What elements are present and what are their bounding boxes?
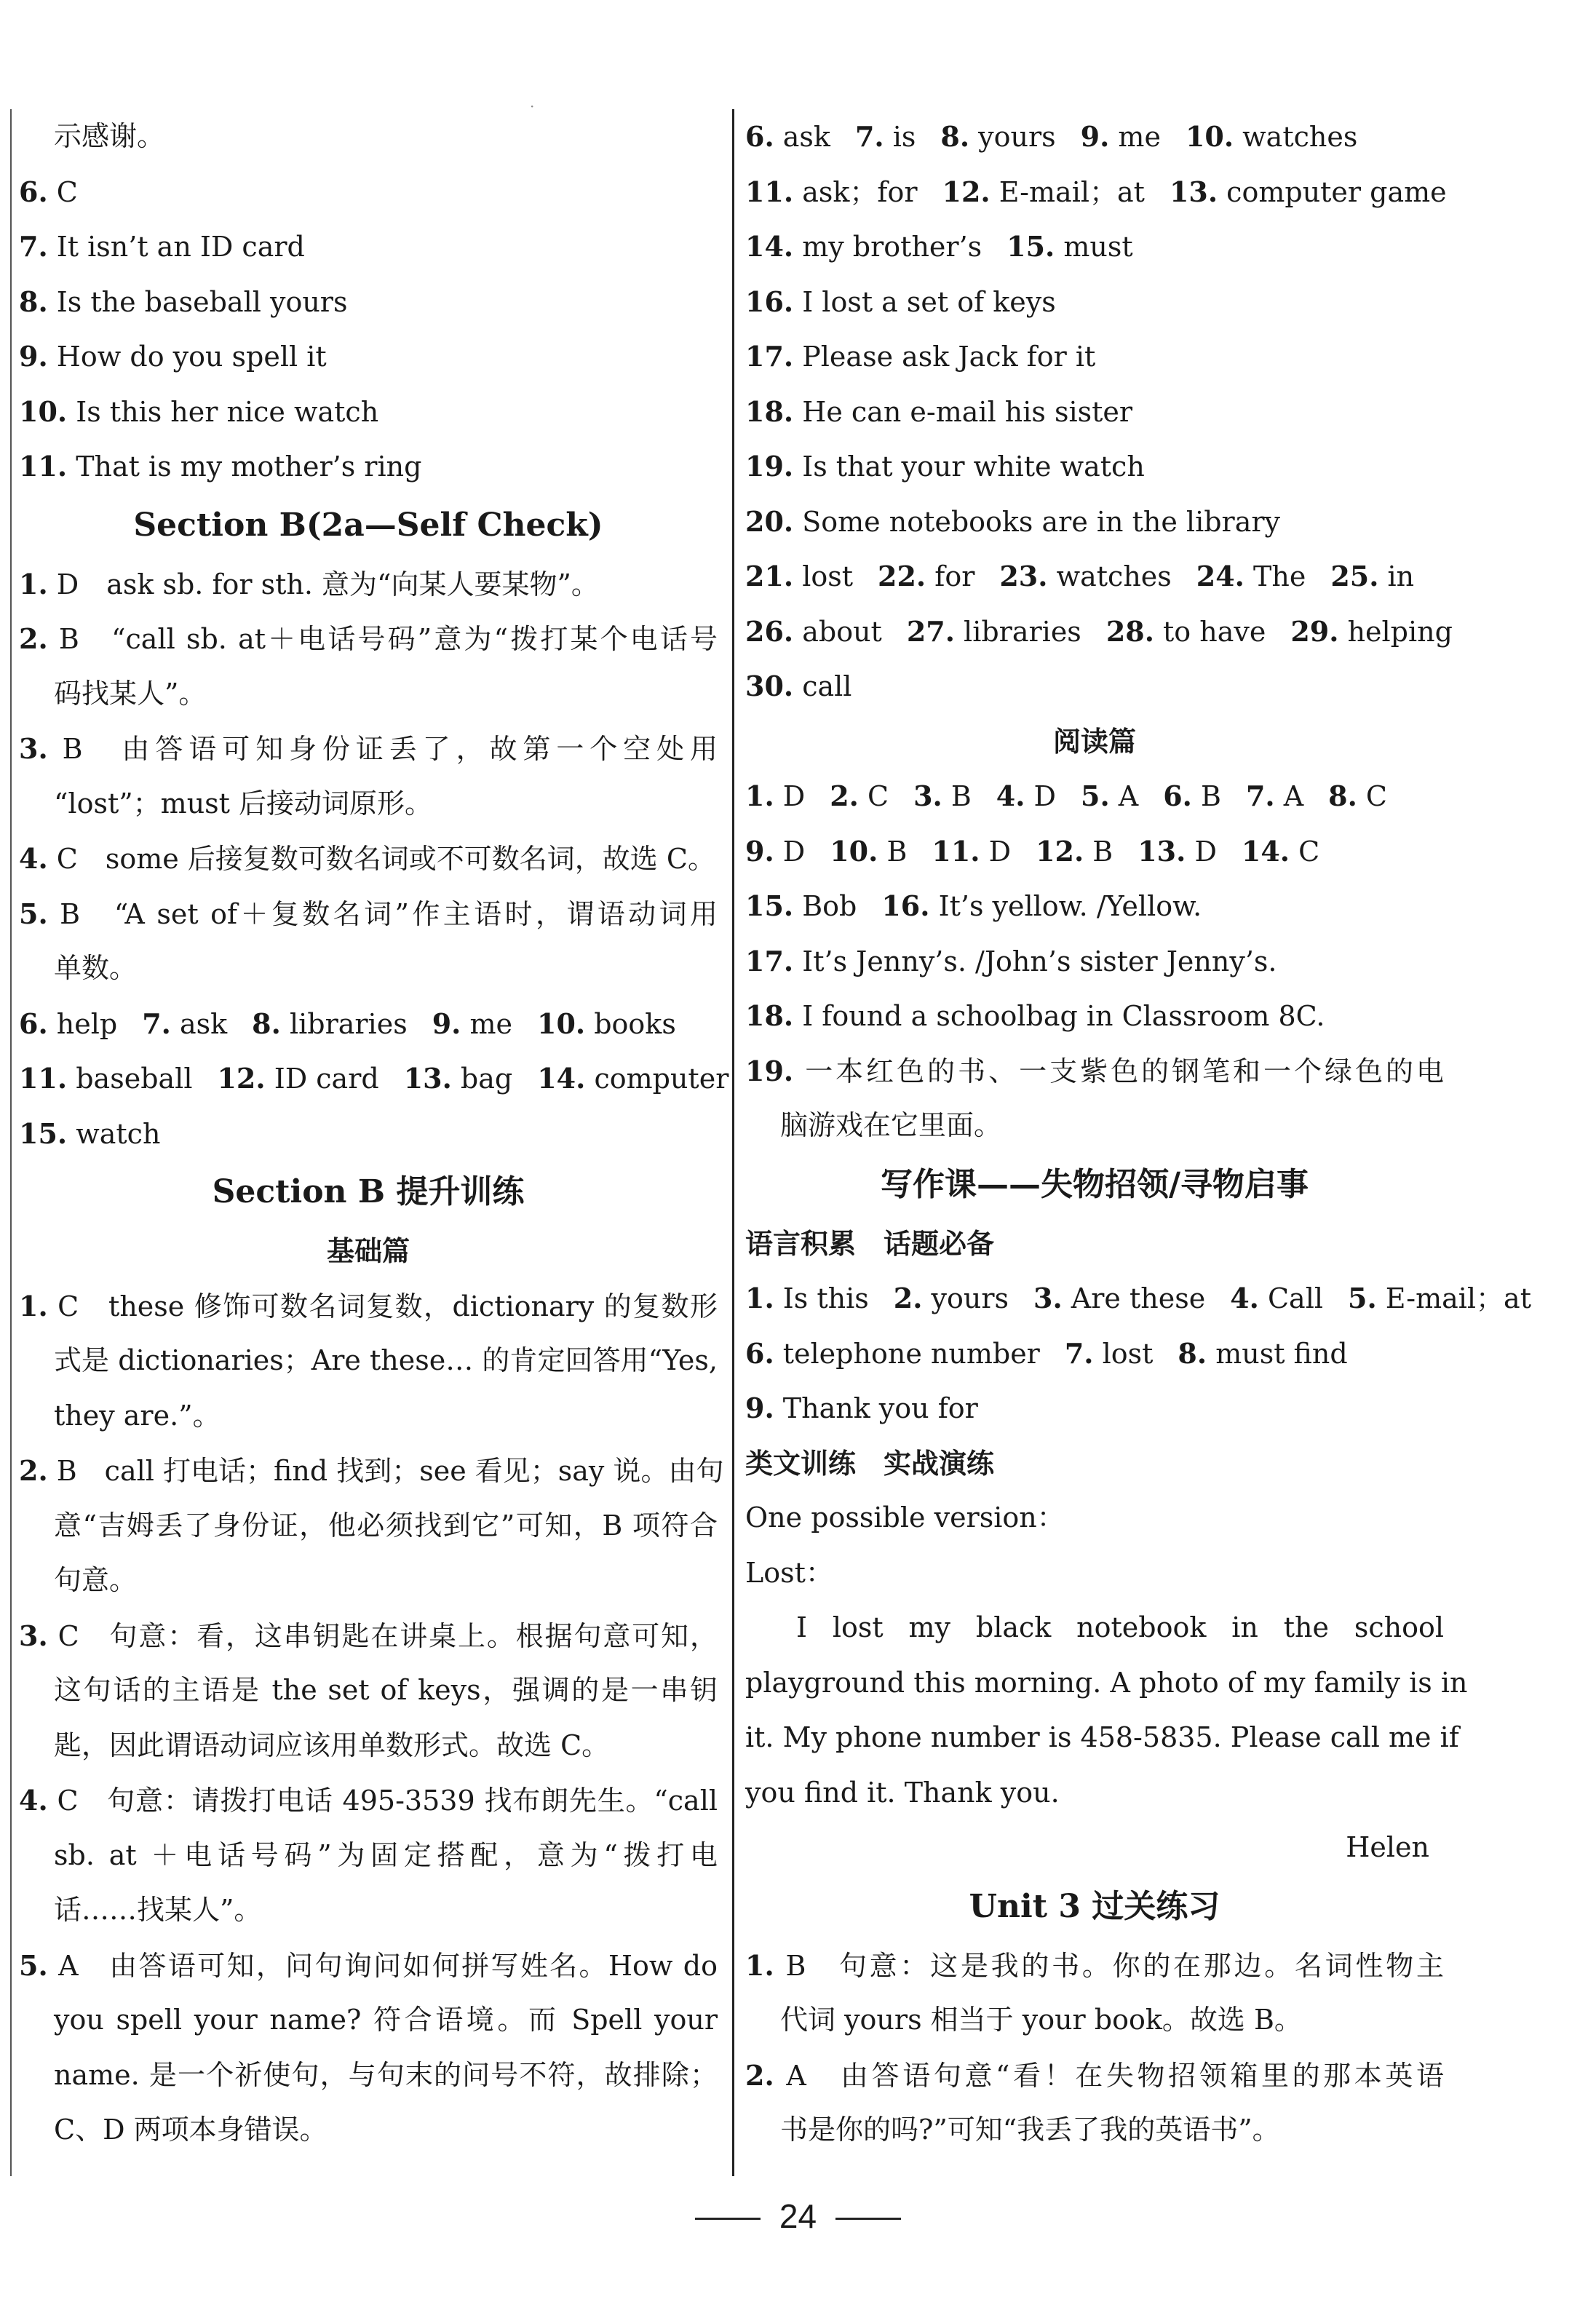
item-number: 11. xyxy=(932,834,980,868)
answer-line xyxy=(745,1326,1444,1381)
line-text: A 由答语句意“看！在失物招领箱里的那本英语 xyxy=(774,2059,1444,2092)
item-number: 1. xyxy=(745,779,774,812)
item-number: 7. xyxy=(19,230,48,263)
item-answer: watches xyxy=(1056,560,1172,592)
item-answer: watches xyxy=(1242,121,1358,153)
answer-line xyxy=(745,549,1444,604)
item-answer: baseball xyxy=(76,1063,193,1095)
answer-line xyxy=(19,996,718,1052)
answer-line xyxy=(19,831,718,886)
item-number: 1. xyxy=(19,567,48,600)
line-text: One possible version： xyxy=(745,1501,1065,1534)
answer-line xyxy=(745,1381,1444,1436)
line-text: C 句意：看，这串钥匙在讲桌上。根据句意可知， xyxy=(47,1619,718,1652)
answer-line xyxy=(19,164,718,220)
item-answer: in xyxy=(1387,560,1415,592)
item-answer: C xyxy=(1365,780,1387,812)
section-heading: Section B 提升训练 xyxy=(212,1173,525,1210)
item-number: 8. xyxy=(940,120,970,153)
line-text: Helen xyxy=(1346,1831,1429,1863)
line-text: 代词 yours 相当于 your book。故选 B。 xyxy=(780,2004,1302,2036)
line-text: C 句意：请拨打电话 495-3539 找布朗先生。“call xyxy=(47,1785,718,1817)
item-answer: libraries xyxy=(964,615,1081,648)
line-text: I lost my black notebook in the school xyxy=(796,1611,1444,1643)
line-text: 示感谢。 xyxy=(54,120,165,152)
left-column xyxy=(19,109,729,2158)
item-number: 1. xyxy=(745,1282,774,1314)
item-number: 28. xyxy=(1105,614,1154,648)
item-answer: ask xyxy=(782,121,830,153)
item-number: 7. xyxy=(142,1007,171,1040)
item-answer: must xyxy=(1063,231,1133,263)
item-number: 16. xyxy=(745,285,794,318)
answer-line xyxy=(19,1773,718,1828)
answer-line xyxy=(745,1938,1444,1993)
line-text: B “A set of＋复数名词”作主语时，谓语动词用 xyxy=(47,897,718,930)
answer-line xyxy=(19,384,718,440)
answer-line xyxy=(19,886,718,942)
item-answer: computer xyxy=(594,1063,729,1095)
answer-line xyxy=(19,1663,718,1718)
answer-line xyxy=(19,1106,718,1162)
answer-line xyxy=(19,1553,718,1608)
line-text: C these 修饰可数名词复数，dictionary 的复数形 xyxy=(47,1290,718,1322)
line-text: call xyxy=(793,670,852,702)
line-text: D ask sb. for sth. 意为“向某人要某物”。 xyxy=(47,568,599,600)
item-answer: lost xyxy=(802,560,854,592)
answer-line xyxy=(745,1044,1444,1099)
section-heading: Section B(2a—Self Check) xyxy=(133,506,603,544)
answer-line xyxy=(745,1820,1444,1876)
item-number: 9. xyxy=(19,340,48,373)
item-number: 4. xyxy=(19,1784,48,1817)
line-text: 一本红色的书、一支紫色的钢笔和一个绿色的电 xyxy=(793,1055,1444,1087)
line-text: It isn’t an ID card xyxy=(47,231,305,263)
answer-line xyxy=(19,1499,718,1554)
answer-line xyxy=(745,1271,1531,1326)
item-number: 16. xyxy=(881,889,930,922)
item-answer: The xyxy=(1253,560,1306,592)
line-text: playground this morning. A photo of my family is in xyxy=(745,1666,1468,1699)
line-text: 码找某人”。 xyxy=(54,677,207,710)
answer-line xyxy=(19,1828,718,1884)
line-text: Is the baseball yours xyxy=(47,285,348,318)
section-heading: 阅读篇 xyxy=(1052,724,1136,758)
line-text: 意“吉姆丢了身份证，他必须找到它”可知，B 项符合 xyxy=(54,1509,718,1542)
item-number: 2. xyxy=(893,1282,923,1314)
item-number: 6. xyxy=(745,1336,774,1370)
line-text: B 由答语可知身份证丢了，故第一个空处用 xyxy=(47,733,718,765)
item-answer: bag xyxy=(460,1063,513,1095)
item-number: 22. xyxy=(878,560,926,592)
item-answer: B xyxy=(950,780,972,812)
item-number: 15. xyxy=(745,889,794,922)
item-answer: my brother’s xyxy=(802,231,982,263)
right-column xyxy=(745,109,1531,2158)
footer-dash-left xyxy=(695,2218,761,2220)
answer-line xyxy=(745,1491,1444,1546)
item-answer: for xyxy=(934,560,975,592)
answer-line xyxy=(745,2048,1444,2103)
item-answer: A xyxy=(1118,780,1139,812)
item-number: 11. xyxy=(19,1062,68,1095)
line-text: you spell your name? 符合语境。而 Spell your xyxy=(54,2004,718,2036)
answer-line xyxy=(19,439,718,494)
item-number: 14. xyxy=(537,1062,586,1095)
item-number: 29. xyxy=(1290,614,1339,648)
item-number: 9. xyxy=(432,1007,461,1040)
item-number: 13. xyxy=(1169,175,1218,208)
item-number: 13. xyxy=(1138,834,1186,868)
answer-line xyxy=(19,1718,718,1774)
line-text: B call 打电话；find 找到；see 看见；say 说。由句 xyxy=(47,1455,724,1487)
item-number: 14. xyxy=(1241,834,1290,868)
item-answer: Are these xyxy=(1071,1282,1206,1314)
item-answer: D xyxy=(782,780,806,812)
answer-line xyxy=(19,1279,718,1334)
item-number: 27. xyxy=(906,614,955,648)
footer-dash-right xyxy=(835,2218,901,2220)
answer-line xyxy=(19,777,718,832)
item-answer: about xyxy=(802,615,882,648)
answer-line xyxy=(19,109,718,164)
item-answer: books xyxy=(594,1007,676,1040)
line-text: 句意。 xyxy=(54,1564,138,1596)
page-footer xyxy=(0,2194,1596,2238)
line-text: C some 后接复数可数名词或不可数名词，故选 C。 xyxy=(47,843,715,875)
line-text: watch xyxy=(67,1117,161,1150)
item-number: 19. xyxy=(745,450,794,483)
item-answer: ask xyxy=(179,1007,228,1040)
answer-line xyxy=(19,274,718,330)
answer-line xyxy=(19,1051,729,1106)
answer-line xyxy=(19,611,718,667)
item-number: 9. xyxy=(745,834,774,868)
item-number: 12. xyxy=(1036,834,1084,868)
section-heading: 写作课——失物招领/寻物启事 xyxy=(880,1165,1309,1203)
answer-line xyxy=(19,721,718,777)
line-text: “lost”；must 后接动词原形。 xyxy=(54,787,433,820)
item-number: 2. xyxy=(830,779,859,812)
item-answer: Call xyxy=(1267,1282,1324,1314)
line-text: you find it. Thank you. xyxy=(745,1776,1060,1809)
answer-line xyxy=(745,2103,1444,2158)
answer-line xyxy=(19,1993,718,2048)
line-text: 匙，因此谓语动词应该用单数形式。故选 C。 xyxy=(54,1729,610,1761)
line-text: sb. at ＋电话号码”为固定搭配，意为“拨打电 xyxy=(54,1838,718,1871)
item-number: 6. xyxy=(19,175,48,208)
item-number: 14. xyxy=(745,230,794,263)
item-answer: yours xyxy=(931,1282,1009,1314)
item-number: 1. xyxy=(19,1289,48,1322)
answer-line xyxy=(19,329,718,384)
item-answer: to have xyxy=(1163,615,1266,648)
item-answer: D xyxy=(782,835,806,868)
item-number: 3. xyxy=(19,732,48,765)
item-answer: telephone number xyxy=(782,1337,1040,1370)
item-answer: me xyxy=(469,1007,512,1040)
item-answer: ID card xyxy=(274,1063,379,1095)
line-text: C、D 两项本身错误。 xyxy=(54,2114,327,2146)
item-answer: B xyxy=(1092,835,1113,868)
answer-line xyxy=(19,667,718,722)
answer-line xyxy=(745,494,1444,549)
line-text: they are.”。 xyxy=(54,1399,221,1432)
page-number: 24 xyxy=(779,2197,817,2235)
line-text: Some notebooks are in the library xyxy=(793,505,1281,538)
item-number: 11. xyxy=(745,175,794,208)
answer-line xyxy=(19,941,718,996)
item-number: 13. xyxy=(403,1062,452,1095)
line-text: Thank you for xyxy=(774,1392,978,1424)
answer-line xyxy=(745,769,1444,824)
answer-line xyxy=(19,1443,724,1499)
item-answer: C xyxy=(868,780,889,812)
item-answer: computer game xyxy=(1226,175,1447,208)
answer-line xyxy=(745,384,1444,440)
answer-line xyxy=(19,557,718,612)
answer-line xyxy=(745,988,1444,1044)
item-number: 7. xyxy=(854,120,884,153)
item-answer: B xyxy=(1201,780,1221,812)
item-number: 7. xyxy=(1064,1336,1094,1370)
item-number: 2. xyxy=(19,1454,48,1487)
line-text: He can e-mail his sister xyxy=(793,395,1133,428)
answer-line xyxy=(745,824,1444,879)
answer-line xyxy=(19,1389,718,1444)
section-heading: 语言积累 话题必备 xyxy=(745,1226,995,1260)
item-number: 3. xyxy=(1033,1282,1063,1314)
item-number: 8. xyxy=(19,285,48,318)
answer-line xyxy=(745,1656,1468,1711)
item-number: 10. xyxy=(537,1007,586,1040)
item-number: 6. xyxy=(19,1007,48,1040)
item-answer: lost xyxy=(1102,1337,1154,1370)
line-text: it. My phone number is 458-5835. Please call me if xyxy=(745,1721,1459,1753)
item-answer: D xyxy=(1194,835,1217,868)
item-answer: A xyxy=(1283,780,1304,812)
item-number: 25. xyxy=(1330,560,1379,592)
line-text: 书是你的吗?”可知“我丢了我的英语书”。 xyxy=(780,2114,1280,2146)
item-number: 21. xyxy=(745,560,794,592)
answer-line xyxy=(745,1546,1444,1601)
answer-line xyxy=(19,1333,718,1389)
answer-line xyxy=(745,1766,1444,1821)
answer-line xyxy=(745,329,1444,384)
header-dot: · xyxy=(530,98,535,115)
item-answer: ask；for xyxy=(802,175,918,208)
line-text: 脑游戏在它里面。 xyxy=(780,1109,1002,1141)
answer-line xyxy=(745,1710,1459,1766)
answer-line xyxy=(745,109,1444,164)
item-number: 7. xyxy=(1245,779,1275,812)
item-number: 11. xyxy=(19,450,68,483)
column-divider xyxy=(732,109,734,2176)
item-number: 10. xyxy=(830,834,878,868)
line-text: That is my mother’s ring xyxy=(67,451,422,483)
line-text: I lost a set of keys xyxy=(793,285,1056,318)
answer-line xyxy=(745,934,1444,989)
item-number: 3. xyxy=(913,779,942,812)
item-answer: E-mail；at xyxy=(1385,1282,1531,1314)
line-text: Is this her nice watch xyxy=(67,395,379,428)
item-number: 5. xyxy=(19,897,48,930)
item-number: 30. xyxy=(745,670,794,702)
line-text: Lost： xyxy=(745,1556,833,1589)
item-number: 5. xyxy=(1348,1282,1377,1314)
line-text: 话……找某人”。 xyxy=(54,1894,262,1926)
item-number: 5. xyxy=(19,1948,48,1982)
item-number: 10. xyxy=(19,394,68,428)
item-number: 9. xyxy=(745,1392,774,1424)
line-text: B 句意：这是我的书。你的在那边。名词性物主 xyxy=(774,1949,1444,1982)
item-number: 8. xyxy=(1178,1336,1207,1370)
section-heading: Unit 3 过关练习 xyxy=(969,1887,1220,1925)
item-number: 23. xyxy=(999,560,1048,592)
answer-line xyxy=(745,274,1444,330)
line-text: I found a schoolbag in Classroom 8C. xyxy=(793,1000,1325,1032)
line-text: How do you spell it xyxy=(47,341,327,373)
answer-line xyxy=(745,439,1444,494)
item-number: 10. xyxy=(1185,120,1234,153)
item-number: 20. xyxy=(745,504,794,538)
item-answer: It’s yellow. /Yellow. xyxy=(938,890,1202,922)
line-text: It’s Jenny’s. /John’s sister Jenny’s. xyxy=(793,945,1277,977)
item-number: 15. xyxy=(19,1116,68,1150)
item-answer: libraries xyxy=(289,1007,408,1040)
item-number: 8. xyxy=(1328,779,1357,812)
item-number: 1. xyxy=(745,1948,774,1982)
item-answer: C xyxy=(1298,835,1320,868)
item-number: 4. xyxy=(996,779,1025,812)
answer-line xyxy=(745,1600,1444,1656)
item-answer: me xyxy=(1118,121,1161,153)
item-number: 24. xyxy=(1196,560,1244,592)
item-number: 5. xyxy=(1081,779,1110,812)
item-answer: B xyxy=(886,835,908,868)
item-answer: E-mail；at xyxy=(999,175,1145,208)
item-number: 4. xyxy=(19,842,48,875)
answer-line xyxy=(745,1098,1444,1154)
answer-line xyxy=(19,1938,718,1993)
answer-line xyxy=(19,2048,718,2103)
line-text: A 由答语可知，问句询问如何拼写姓名。How do xyxy=(47,1949,718,1982)
answer-line xyxy=(19,1608,718,1664)
item-number: 4. xyxy=(1230,1282,1259,1314)
item-answer: helping xyxy=(1347,615,1453,648)
item-answer: is xyxy=(892,121,916,153)
item-answer: must find xyxy=(1215,1337,1348,1370)
item-number: 12. xyxy=(217,1062,266,1095)
line-text: name. 是一个祈使句，与句末的问号不符，故排除； xyxy=(54,2058,718,2091)
item-number: 17. xyxy=(745,944,794,977)
item-answer: D xyxy=(988,835,1012,868)
item-number: 18. xyxy=(745,999,794,1032)
answer-line xyxy=(745,659,1444,714)
item-number: 18. xyxy=(745,394,794,428)
line-text: 式是 dictionaries；Are these… 的肯定回答用“Yes, xyxy=(54,1344,718,1376)
item-number: 17. xyxy=(745,340,794,373)
item-number: 2. xyxy=(745,2058,774,2092)
answer-line xyxy=(745,604,1453,659)
answer-line xyxy=(745,219,1444,274)
item-number: 6. xyxy=(1163,779,1192,812)
section-heading: 类文训练 实战演练 xyxy=(745,1446,995,1480)
line-text: B “call sb. at＋电话号码”意为“拨打某个电话号 xyxy=(47,623,718,655)
item-number: 2. xyxy=(19,622,48,655)
line-text: Please ask Jack for it xyxy=(793,341,1096,373)
item-answer: D xyxy=(1033,780,1057,812)
answer-line xyxy=(19,219,718,274)
line-text: 这句话的主语是 the set of keys，强调的是一串钥 xyxy=(54,1674,718,1706)
item-number: 3. xyxy=(19,1619,48,1652)
item-answer: yours xyxy=(978,121,1056,153)
answer-line xyxy=(19,1883,718,1938)
answer-line xyxy=(19,2103,718,2158)
line-text: C xyxy=(47,175,78,208)
item-number: 19. xyxy=(745,1054,794,1087)
item-answer: Bob xyxy=(802,890,857,922)
answer-line xyxy=(745,164,1447,220)
section-heading: 基础篇 xyxy=(326,1234,410,1267)
item-number: 8. xyxy=(252,1007,281,1040)
line-text: 单数。 xyxy=(54,952,138,984)
answer-line xyxy=(745,878,1444,934)
line-text: Is that your white watch xyxy=(793,451,1145,483)
item-number: 6. xyxy=(745,120,774,153)
item-answer: Is this xyxy=(782,1282,869,1314)
item-number: 15. xyxy=(1007,230,1055,263)
item-answer: help xyxy=(56,1007,118,1040)
item-number: 26. xyxy=(745,614,794,648)
left-margin-rule xyxy=(10,109,12,2176)
answer-line xyxy=(745,1993,1444,2048)
item-number: 12. xyxy=(942,175,990,208)
item-number: 9. xyxy=(1080,120,1110,153)
